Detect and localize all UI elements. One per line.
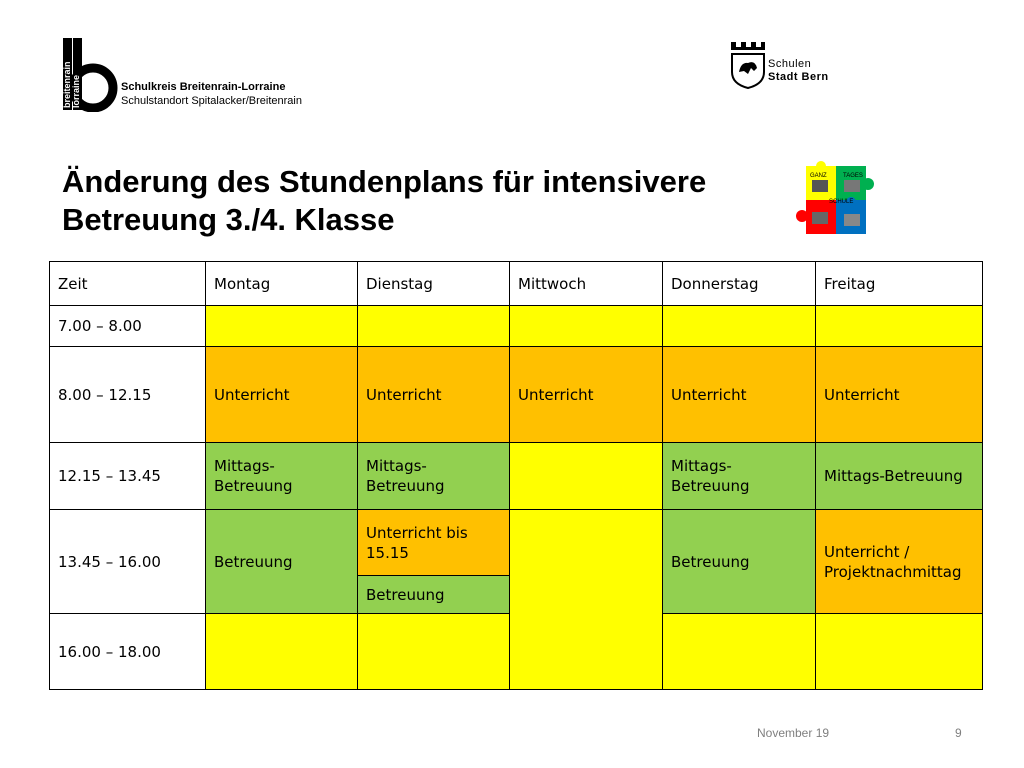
empty-cell <box>816 306 983 347</box>
table-header-row <box>50 262 983 306</box>
footer-date: November 19 <box>757 726 830 740</box>
montag-cell: Betreuung <box>206 510 358 614</box>
puzzle-label-ganz: GANZ <box>810 173 827 179</box>
freitag-cell: Mittags-Betreuung <box>816 443 983 510</box>
table-row <box>50 347 983 443</box>
empty-cell <box>510 306 663 347</box>
time-cell: 8.00 – 12.15 <box>50 347 206 443</box>
time-cell: 13.45 – 16.00 <box>50 510 206 614</box>
org-name: Schulkreis Breitenrain-Lorraine <box>121 81 286 93</box>
header-zeit: Zeit <box>50 262 206 306</box>
dienstag-cell: Mittags-Betreuung <box>358 443 510 510</box>
empty-cell <box>206 306 358 347</box>
table-row <box>50 306 983 347</box>
empty-cell <box>510 510 663 690</box>
montag-cell: Mittags-Betreuung <box>206 443 358 510</box>
donnerstag-cell: Betreuung <box>663 510 816 614</box>
title-line-1: Änderung des Stundenplans für intensivere <box>62 164 707 199</box>
donnerstag-cell: Mittags-Betreuung <box>663 443 816 510</box>
table-row <box>50 443 983 510</box>
bern-schulen: Schulen <box>768 58 812 70</box>
freitag-cell: Unterricht <box>816 347 983 443</box>
org-location: Schulstandort Spitalacker/Breitenrain <box>121 95 302 107</box>
empty-cell <box>663 614 816 690</box>
mittwoch-cell: Unterricht <box>510 347 663 443</box>
empty-cell <box>816 614 983 690</box>
empty-cell <box>358 614 510 690</box>
donnerstag-cell: Unterricht <box>663 347 816 443</box>
time-cell: 12.15 – 13.45 <box>50 443 206 510</box>
dienstag-cell-betreuung: Betreuung <box>358 576 510 614</box>
dienstag-cell-unterricht: Unterricht bis 15.15 <box>358 510 510 576</box>
timetable <box>49 261 983 690</box>
header-montag: Montag <box>206 262 358 306</box>
org-info <box>121 80 302 108</box>
empty-cell <box>663 306 816 347</box>
time-cell: 7.00 – 8.00 <box>50 306 206 347</box>
breitenrain-lorraine-logo <box>60 38 120 112</box>
header-freitag: Freitag <box>816 262 983 306</box>
montag-cell: Unterricht <box>206 347 358 443</box>
header-mittwoch: Mittwoch <box>510 262 663 306</box>
freitag-cell: Unterricht / Projektnachmittag <box>816 510 983 614</box>
bern-stadt: Stadt Bern <box>768 71 829 83</box>
logo-text-breitenrain: breitenrain <box>62 61 72 108</box>
puzzle-label-tages: TAGES <box>843 173 863 179</box>
tagesschule-puzzle-icon <box>796 160 876 240</box>
title-line-2: Betreuung 3./4. Klasse <box>62 202 395 237</box>
page-title <box>62 163 802 239</box>
dienstag-cell: Unterricht <box>358 347 510 443</box>
logo-text-lorraine: lorraine <box>71 74 81 108</box>
table-row <box>50 510 983 576</box>
empty-cell <box>206 614 358 690</box>
bern-text <box>768 58 829 84</box>
header-dienstag: Dienstag <box>358 262 510 306</box>
puzzle-label-schule: SCHULE <box>829 199 854 205</box>
header-donnerstag: Donnerstag <box>663 262 816 306</box>
empty-cell <box>510 443 663 510</box>
bern-crest-icon <box>727 38 767 90</box>
empty-cell <box>358 306 510 347</box>
time-cell: 16.00 – 18.00 <box>50 614 206 690</box>
page-number: 9 <box>955 726 962 740</box>
